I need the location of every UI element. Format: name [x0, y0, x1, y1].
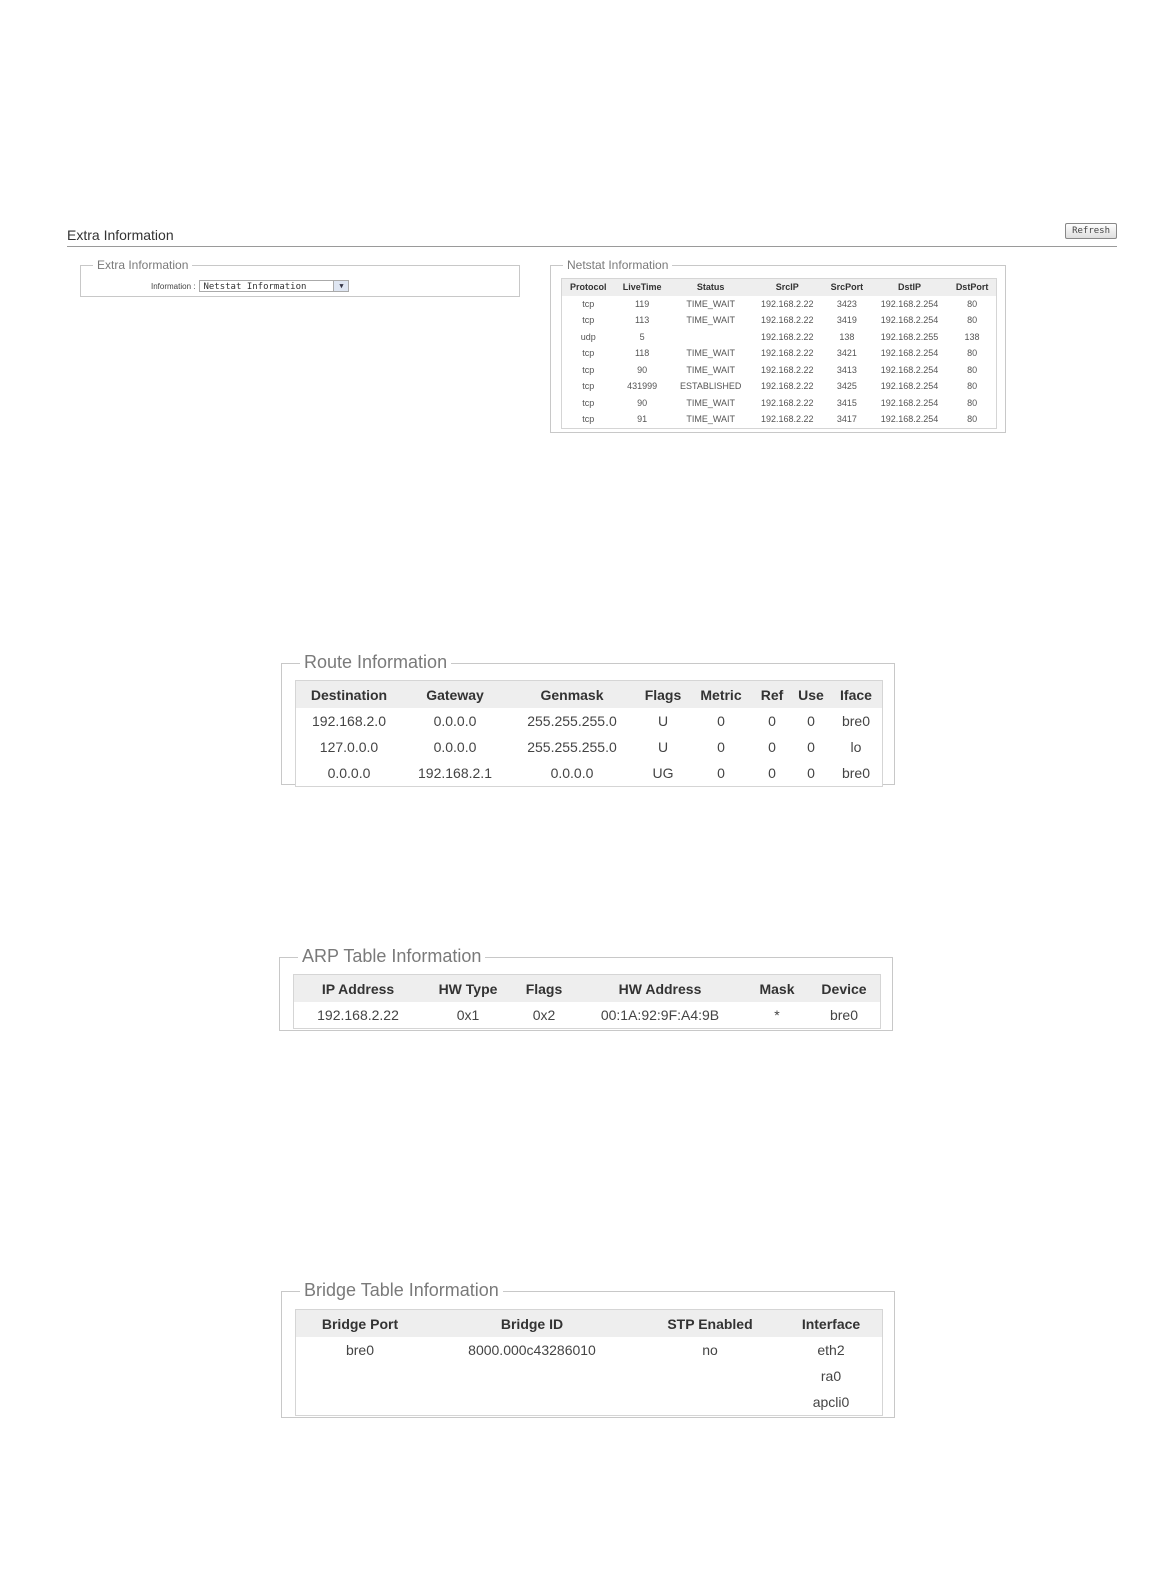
netstat-table-cell: TIME_WAIT	[686, 298, 735, 309]
route-information-legend: Route Information	[300, 652, 451, 673]
route-table-cell: 0	[717, 765, 725, 781]
bridge-table-cell	[424, 1389, 640, 1415]
route-header-row	[296, 681, 882, 708]
route-column-header: Gateway	[402, 681, 508, 708]
route-table-cell: 0.0.0.0	[433, 713, 477, 729]
netstat-table-cell: 3419	[836, 315, 857, 326]
route-table-cell: 0	[768, 765, 776, 781]
bridge-table-row	[296, 1389, 882, 1415]
netstat-table-cell: 80	[967, 397, 978, 408]
netstat-table-cell: 3421	[836, 348, 857, 359]
route-table-cell: 255.255.255.0	[527, 713, 617, 729]
route-table-cell: 0	[807, 739, 815, 755]
netstat-table-cell: 192.168.2.22	[761, 381, 814, 392]
arp-column-header: IP Address	[294, 975, 422, 1002]
netstat-table-cell: udp	[580, 331, 596, 342]
route-column-header: Flags	[636, 681, 690, 708]
netstat-table-cell: 192.168.2.22	[761, 397, 814, 408]
route-table-row	[296, 708, 882, 734]
arp-column-header: HW Address	[574, 975, 746, 1002]
route-table-cell: 0	[768, 713, 776, 729]
bridge-column-header: Bridge Port	[296, 1310, 424, 1337]
information-label: Information :	[151, 281, 196, 291]
netstat-table-cell: tcp	[582, 348, 595, 359]
netstat-table-cell: 91	[637, 414, 648, 425]
route-table-cell: 0.0.0.0	[327, 765, 371, 781]
route-table-cell: bre0	[841, 713, 871, 729]
arp-table-panel	[279, 946, 893, 1031]
netstat-table-cell: 80	[967, 414, 978, 425]
route-table-cell: 0.0.0.0	[550, 765, 594, 781]
bridge-table-row	[296, 1337, 882, 1363]
route-column-header: Genmask	[508, 681, 636, 708]
route-table-row	[296, 760, 882, 786]
netstat-column-header: SrcPort	[823, 279, 871, 296]
page-header	[67, 226, 1117, 247]
arp-table-cell: 00:1A:92:9F:A4:9B	[600, 1007, 720, 1023]
route-column-header: Iface	[830, 681, 882, 708]
route-table-cell: 127.0.0.0	[319, 739, 379, 755]
route-table-cell: 255.255.255.0	[527, 739, 617, 755]
netstat-table-cell: 113	[634, 315, 650, 326]
refresh-button[interactable]: Refresh	[1065, 223, 1117, 239]
netstat-table-row	[562, 411, 996, 428]
netstat-table-row	[562, 345, 996, 362]
route-table-cell: lo	[850, 739, 862, 755]
netstat-table-cell: 3425	[836, 381, 857, 392]
netstat-column-header: DstPort	[948, 279, 996, 296]
route-column-header: Metric	[690, 681, 752, 708]
netstat-column-header: DstIP	[871, 279, 948, 296]
netstat-information-panel	[550, 258, 1006, 433]
netstat-column-header: Status	[670, 279, 752, 296]
arp-table-cell: bre0	[829, 1007, 859, 1023]
netstat-table-cell: tcp	[582, 397, 595, 408]
route-column-header: Use	[792, 681, 830, 708]
arp-table	[294, 975, 880, 1028]
bridge-table-wrapper	[295, 1309, 883, 1416]
bridge-table-legend: Bridge Table Information	[300, 1280, 503, 1301]
route-table-cell: 0	[768, 739, 776, 755]
netstat-table-cell: 192.168.2.22	[761, 315, 814, 326]
information-select[interactable]	[199, 280, 349, 292]
netstat-table-cell: 3417	[836, 414, 857, 425]
bridge-table-cell: 8000.000c43286010	[468, 1342, 596, 1358]
netstat-table-cell: 192.168.2.254	[880, 381, 939, 392]
arp-column-header: HW Type	[422, 975, 514, 1002]
bridge-table	[296, 1310, 882, 1415]
arp-column-header: Device	[808, 975, 880, 1002]
netstat-table-wrapper	[561, 278, 997, 429]
arp-table-cell: 0x1	[456, 1007, 480, 1023]
bridge-header-row	[296, 1310, 882, 1337]
netstat-column-header: Protocol	[562, 279, 615, 296]
netstat-table-cell: 192.168.2.22	[761, 348, 814, 359]
bridge-table-cell: eth2	[817, 1342, 845, 1358]
netstat-table-cell: TIME_WAIT	[686, 348, 735, 359]
netstat-table-cell: 192.168.2.254	[880, 298, 939, 309]
netstat-table-cell: 192.168.2.22	[761, 364, 814, 375]
extra-information-legend: Extra Information	[93, 258, 192, 272]
route-table-cell: 0.0.0.0	[433, 739, 477, 755]
netstat-table-cell: tcp	[582, 298, 595, 309]
extra-information-panel	[80, 258, 520, 297]
route-table-row	[296, 734, 882, 760]
netstat-table-cell: 138	[964, 331, 980, 342]
bridge-table-panel	[281, 1280, 895, 1418]
arp-table-wrapper	[293, 974, 881, 1029]
netstat-table-cell: tcp	[582, 315, 595, 326]
netstat-column-header: SrcIP	[752, 279, 823, 296]
netstat-table-row	[562, 296, 996, 313]
netstat-table-cell: TIME_WAIT	[686, 397, 735, 408]
netstat-table-cell: 192.168.2.254	[880, 348, 939, 359]
netstat-table-cell: 192.168.2.255	[880, 331, 939, 342]
bridge-table-cell	[296, 1389, 424, 1415]
route-information-panel	[281, 652, 895, 785]
route-table	[296, 681, 882, 786]
bridge-table-cell	[296, 1363, 424, 1389]
route-column-header: Ref	[752, 681, 792, 708]
netstat-information-legend: Netstat Information	[563, 258, 672, 272]
netstat-table-cell: 80	[967, 348, 978, 359]
information-select-row	[151, 280, 349, 292]
route-table-cell: 0	[807, 713, 815, 729]
netstat-table-cell: 192.168.2.254	[880, 397, 939, 408]
route-table-cell: 192.168.2.0	[312, 713, 386, 729]
netstat-table-cell: 5	[639, 331, 645, 342]
bridge-table-cell: ra0	[820, 1368, 842, 1384]
arp-table-cell: 0x2	[532, 1007, 556, 1023]
netstat-table-cell: TIME_WAIT	[686, 364, 735, 375]
netstat-table-cell: TIME_WAIT	[686, 414, 735, 425]
netstat-table-cell: 431999	[627, 381, 658, 392]
bridge-table-cell	[424, 1363, 640, 1389]
route-column-header: Destination	[296, 681, 402, 708]
netstat-table-cell: 118	[634, 348, 650, 359]
bridge-column-header: Bridge ID	[424, 1310, 640, 1337]
route-table-cell: 0	[717, 713, 725, 729]
route-table-cell: UG	[652, 765, 674, 781]
netstat-table-row	[562, 312, 996, 329]
arp-header-row	[294, 975, 880, 1002]
bridge-table-cell: no	[702, 1342, 718, 1358]
netstat-table-row	[562, 395, 996, 412]
netstat-table	[562, 279, 996, 428]
bridge-table-cell	[640, 1363, 780, 1389]
netstat-column-header: LiveTime	[615, 279, 670, 296]
arp-column-header: Flags	[514, 975, 574, 1002]
netstat-table-cell: 80	[967, 381, 978, 392]
netstat-header-row	[562, 279, 996, 296]
route-table-cell: 192.168.2.1	[418, 765, 492, 781]
bridge-column-header: Interface	[780, 1310, 882, 1337]
netstat-table-cell: 192.168.2.254	[880, 315, 939, 326]
netstat-table-cell: 138	[839, 331, 855, 342]
route-table-cell: bre0	[841, 765, 871, 781]
arp-table-row	[294, 1002, 880, 1028]
arp-table-legend: ARP Table Information	[298, 946, 485, 967]
netstat-table-cell: 192.168.2.22	[761, 298, 814, 309]
bridge-table-cell: bre0	[345, 1342, 375, 1358]
bridge-table-cell	[640, 1389, 780, 1415]
netstat-table-cell: 90	[637, 397, 648, 408]
arp-table-cell: 192.168.2.22	[317, 1007, 399, 1023]
netstat-table-row	[562, 362, 996, 379]
netstat-table-cell: 192.168.2.22	[761, 414, 814, 425]
netstat-table-cell: 192.168.2.22	[761, 331, 814, 342]
route-table-cell: 0	[807, 765, 815, 781]
netstat-table-cell: tcp	[582, 381, 595, 392]
information-select-value: Netstat Information	[203, 282, 307, 292]
netstat-table-row	[562, 329, 996, 346]
route-table-cell: U	[657, 739, 669, 755]
page-title: Extra Information	[67, 227, 174, 243]
arp-table-cell: *	[774, 1007, 780, 1023]
netstat-table-row	[562, 378, 996, 395]
netstat-table-cell: 80	[967, 364, 978, 375]
netstat-table-cell: 3413	[836, 364, 857, 375]
bridge-table-cell: apcli0	[812, 1394, 850, 1410]
netstat-table-cell: tcp	[582, 364, 595, 375]
route-table-cell: U	[657, 713, 669, 729]
bridge-column-header: STP Enabled	[640, 1310, 780, 1337]
arp-column-header: Mask	[746, 975, 808, 1002]
netstat-table-cell: tcp	[582, 414, 595, 425]
route-table-wrapper	[295, 680, 883, 787]
bridge-table-row	[296, 1363, 882, 1389]
netstat-table-cell: 119	[634, 298, 650, 309]
netstat-table-cell: 3423	[836, 298, 857, 309]
netstat-table-cell: 192.168.2.254	[880, 364, 939, 375]
netstat-table-cell: 80	[967, 298, 978, 309]
netstat-table-cell: ESTABLISHED	[679, 381, 742, 392]
chevron-down-icon[interactable]: ▼	[333, 281, 348, 291]
netstat-table-cell	[670, 329, 752, 346]
netstat-table-cell: TIME_WAIT	[686, 315, 735, 326]
netstat-table-cell: 80	[967, 315, 978, 326]
netstat-table-cell: 192.168.2.254	[880, 414, 939, 425]
netstat-table-cell: 3415	[836, 397, 857, 408]
netstat-table-cell: 90	[637, 364, 648, 375]
route-table-cell: 0	[717, 739, 725, 755]
